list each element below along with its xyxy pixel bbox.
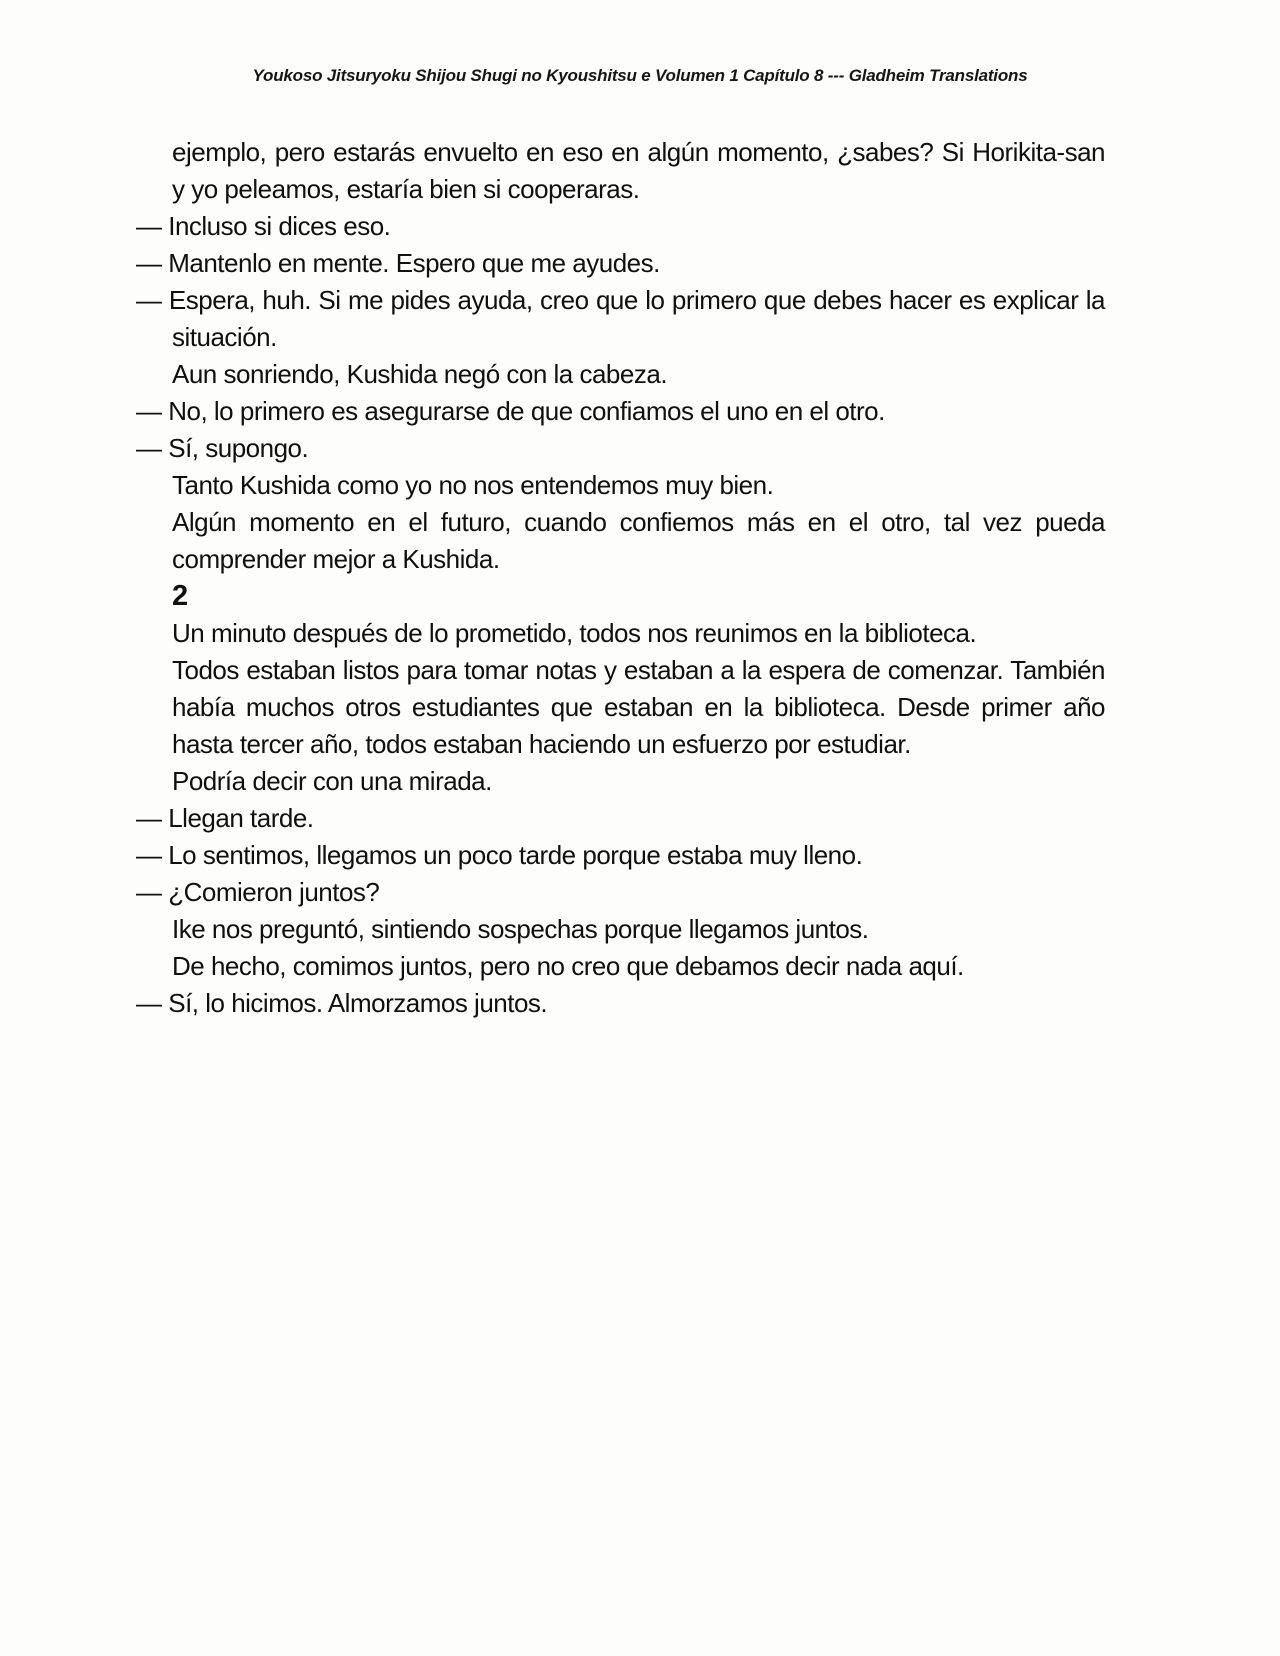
dialogue-line: — Lo sentimos, llegamos un poco tarde porque estaba muy lleno.	[136, 840, 863, 870]
document-body	[136, 134, 1105, 1022]
dialogue-line: — ¿Comieron juntos?	[136, 877, 380, 907]
paragraph: Un minuto después de lo prometido, todos nos reunimos en la biblioteca.	[172, 618, 977, 648]
dialogue-line: — Mantenlo en mente. Espero que me ayudes.	[136, 248, 660, 278]
paragraph: Tanto Kushida como yo no nos entendemos muy bien.	[172, 470, 774, 500]
dialogue-line: — No, lo primero es asegurarse de que confiamos el uno en el otro.	[136, 396, 885, 426]
dialogue-line: — Incluso si dices eso.	[136, 211, 391, 241]
dialogue-line: — Llegan tarde.	[136, 803, 314, 833]
page-header: Youkoso Jitsuryoku Shijou Shugi no Kyoushitsu e Volumen 1 Capítulo 8 --- Gladheim Translations	[252, 66, 1028, 85]
paragraph: Algún momento en el futuro, cuando confiemos más en el otro, tal vez pueda comprender mejor a Kushida.	[172, 507, 1105, 574]
dialogue-line: — Sí, lo hicimos. Almorzamos juntos.	[136, 988, 548, 1018]
dialogue-continuation: ejemplo, pero estarás envuelto en eso en algún momento, ¿sabes? Si Horikita-san y yo peleamos, estaría bien si cooperaras.	[172, 137, 1105, 204]
paragraph: Podría decir con una mirada.	[172, 766, 492, 796]
paragraph: Aun sonriendo, Kushida negó con la cabeza.	[172, 359, 668, 389]
paragraph: Todos estaban listos para tomar notas y estaban a la espera de comenzar. También había muchos otros estudiantes que estaban en la biblioteca. Desde primer año hasta tercer año, todos estaban haciendo un esfuerzo por estudiar.	[172, 655, 1105, 759]
dialogue-line: — Sí, supongo.	[136, 433, 309, 463]
paragraph: De hecho, comimos juntos, pero no creo que debamos decir nada aquí.	[172, 951, 964, 981]
paragraph: Ike nos preguntó, sintiendo sospechas porque llegamos juntos.	[172, 914, 869, 944]
dialogue-line: — Espera, huh. Si me pides ayuda, creo que lo primero que debes hacer es explicar la situación.	[136, 285, 1105, 352]
section-number: 2	[172, 580, 188, 612]
